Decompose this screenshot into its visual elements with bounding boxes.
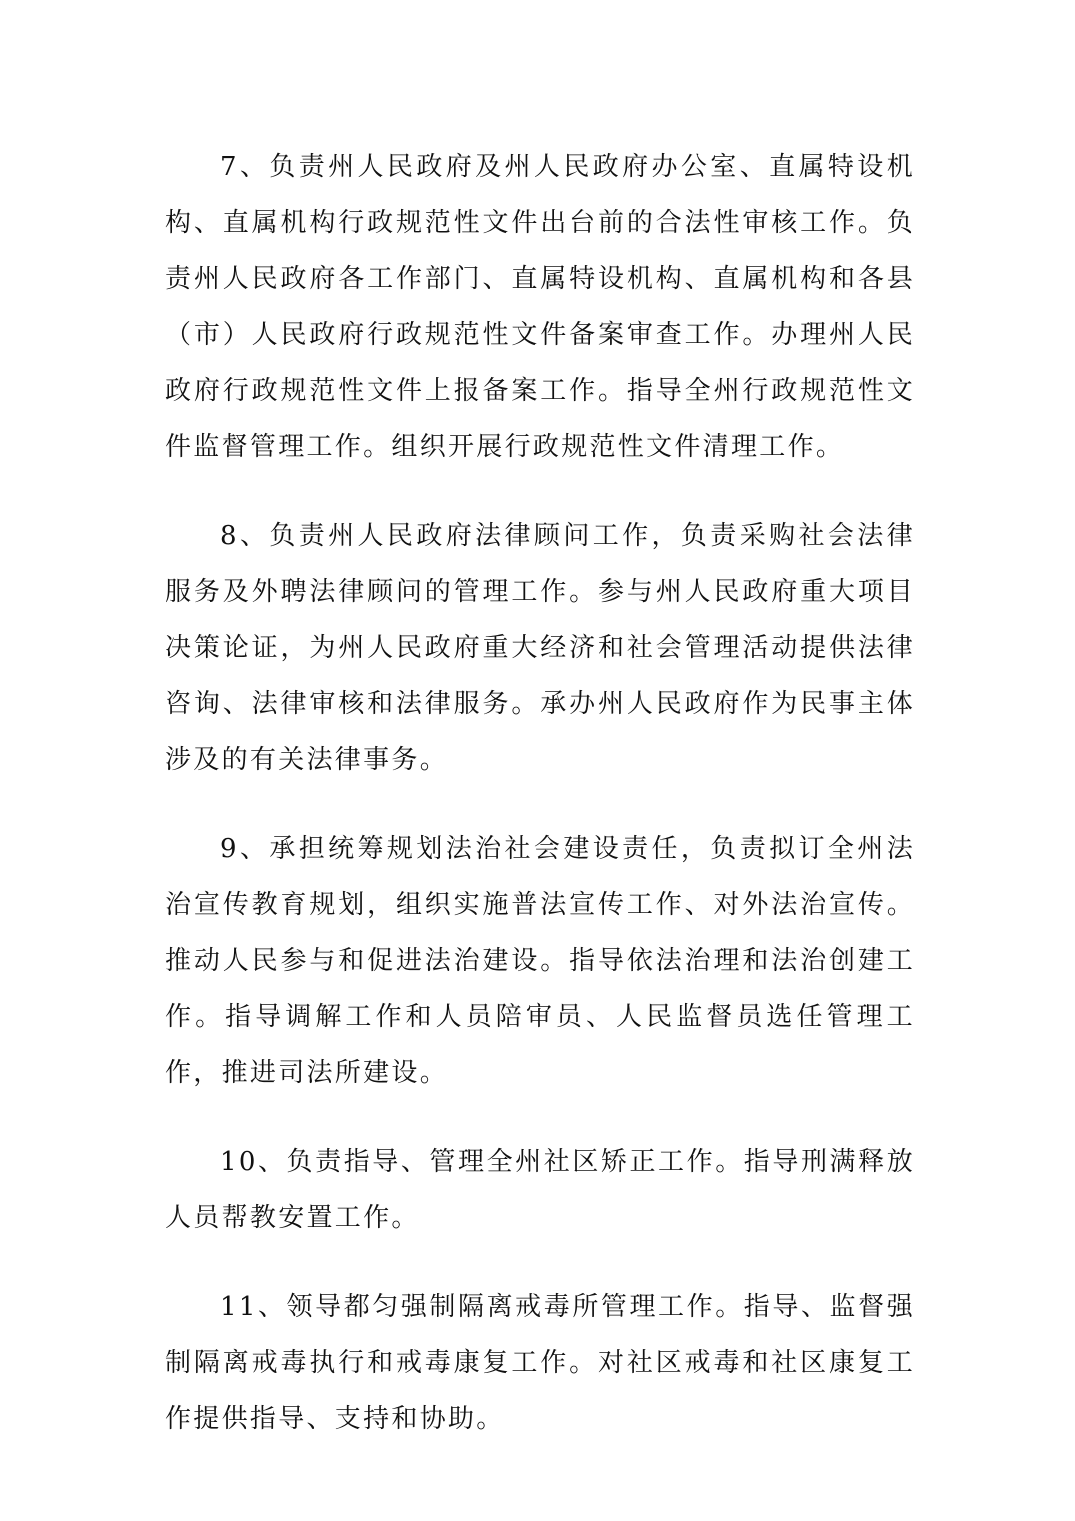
document-page bbox=[165, 139, 915, 1480]
paragraph-7: 7、负责州人民政府及州人民政府办公室、直属特设机构、直属机构行政规范性文件出台前的合法性审核工作。负责州人民政府各工作部门、直属特设机构、直属机构和各县（市）人民政府行政规范性文件备案审查工作。办理州人民政府行政规范性文件上报备案工作。指导全州行政规范性文件监督管理工作。组织开展行政规范性文件清理工作。 bbox=[165, 152, 915, 462]
paragraph-9: 9、承担统筹规划法治社会建设责任，负责拟订全州法治宣传教育规划，组织实施普法宣传工作、对外法治宣传。推动人民参与和促进法治建设。指导依法治理和法治创建工作。指导调解工作和人员陪审员、人民监督员选任管理工作，推进司法所建设。 bbox=[165, 834, 915, 1088]
paragraph-10: 10、负责指导、管理全州社区矫正工作。指导刑满释放人员帮教安置工作。 bbox=[165, 1147, 915, 1233]
paragraph-11: 11、领导都匀强制隔离戒毒所管理工作。指导、监督强制隔离戒毒执行和戒毒康复工作。对社区戒毒和社区康复工作提供指导、支持和协助。 bbox=[165, 1292, 915, 1434]
paragraph-8: 8、负责州人民政府法律顾问工作，负责采购社会法律服务及外聘法律顾问的管理工作。参与州人民政府重大项目决策论证，为州人民政府重大经济和社会管理活动提供法律咨询、法律审核和法律服务。承办州人民政府作为民事主体涉及的有关法律事务。 bbox=[165, 521, 915, 775]
